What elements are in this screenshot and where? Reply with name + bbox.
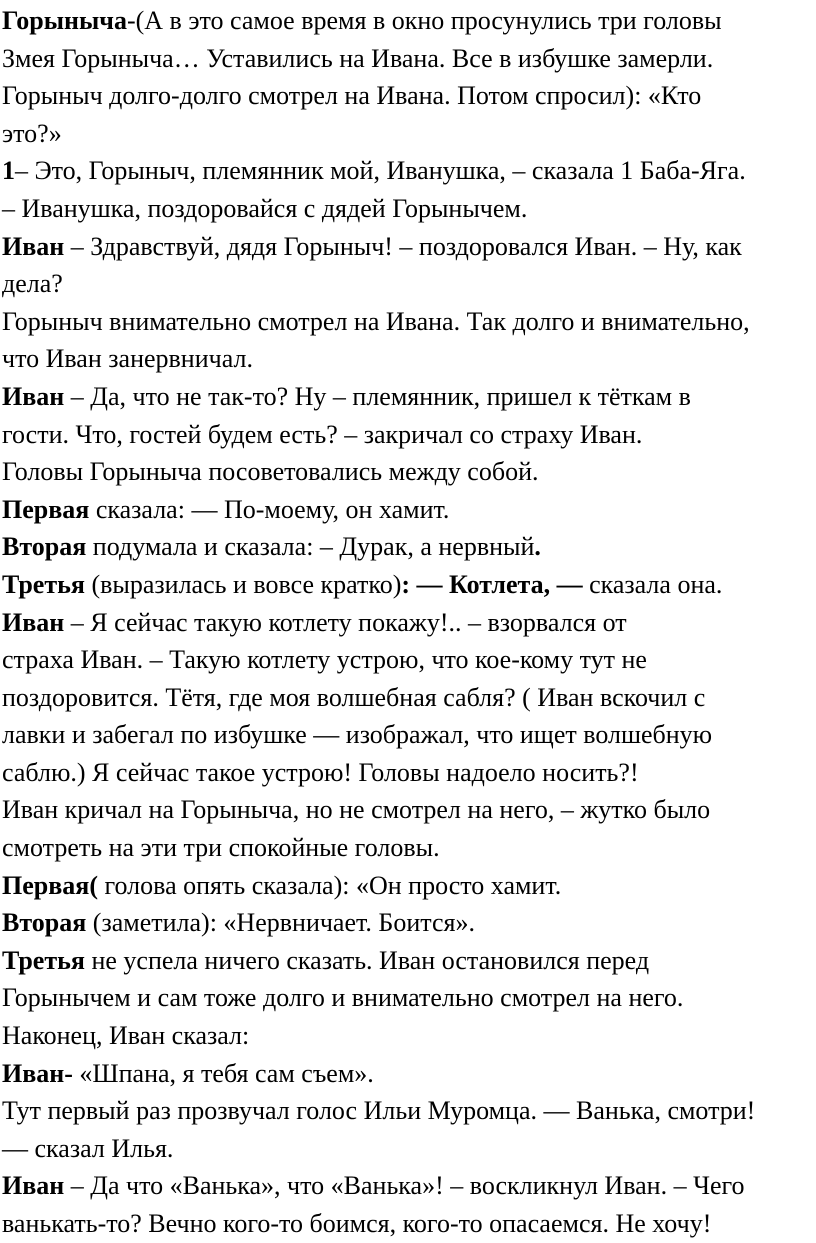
- line-text: Иван кричал на Горыныча, но не смотрел на него, – жутко было: [2, 795, 711, 825]
- speaker-label: Вторая: [2, 908, 87, 938]
- line-text: Змея Горыныча… Уставились на Ивана. Все в избушке замерли.: [2, 43, 714, 73]
- speaker-label: Иван: [2, 607, 65, 637]
- text-line: [2, 942, 814, 980]
- line-text: подумала и сказала: – Дурак, а нервный: [86, 532, 535, 562]
- line-text: – Здравствуй, дядя Горыныч! – поздоровался Иван. – Ну, как: [64, 231, 742, 261]
- line-text: (выразилась и вовсе кратко): [84, 569, 402, 599]
- line-text: Тут первый раз прозвучал голос Ильи Муромца. — Ванька, смотри!: [2, 1096, 756, 1126]
- text-line: [2, 2, 814, 40]
- line-text: дела?: [2, 269, 63, 299]
- line-text: Горыныч долго-долго смотрел на Ивана. Потом спросил): «Кто: [2, 81, 702, 111]
- text-line: [2, 115, 814, 153]
- speaker-label: Иван: [2, 231, 65, 261]
- text-line: [2, 528, 814, 566]
- text-line: [2, 303, 814, 341]
- line-text: не успела ничего сказать. Иван остановился перед: [84, 945, 650, 975]
- speaker-label: Первая: [2, 494, 90, 524]
- speaker-label: Вторая: [2, 532, 87, 562]
- line-text: смотреть на эти три спокойные головы.: [2, 833, 440, 863]
- speaker-label: Иван: [2, 1171, 65, 1201]
- line-text: сказала она.: [582, 569, 723, 599]
- speaker-label: 1: [2, 156, 15, 186]
- text-line: [2, 1130, 814, 1168]
- line-text: страха Иван. – Такую котлету устрою, что кое-кому тут не: [2, 645, 647, 675]
- speaker-label: Иван: [2, 381, 65, 411]
- speaker-label: Горыныча: [2, 6, 127, 35]
- text-line: [2, 604, 814, 642]
- text-line: [2, 152, 814, 190]
- line-text: (заметила): «Нервничает. Боится».: [86, 908, 475, 938]
- text-line: [2, 716, 814, 754]
- text-line: [2, 190, 814, 228]
- text-line: [2, 979, 814, 1017]
- line-text: – Это, Горыныч, племянник мой, Иванушка, – сказала 1 Баба-Яга.: [15, 156, 746, 186]
- line-text: – Я сейчас такую котлету покажу!.. – взорвался от: [64, 607, 627, 637]
- text-line: [2, 453, 814, 491]
- text-line: [2, 416, 814, 454]
- text-line: [2, 228, 814, 266]
- text-line: [2, 566, 814, 604]
- line-text: «Шпана, я тебя сам съем».: [72, 1058, 374, 1088]
- line-text: Наконец, Иван сказал:: [2, 1021, 250, 1051]
- line-text: что Иван занервничал.: [2, 344, 253, 374]
- text-line: [2, 1205, 814, 1243]
- line-text: -(А в это самое время в окно просунулись три головы: [126, 6, 722, 35]
- text-line: [2, 1167, 814, 1205]
- line-text: поздоровится. Тётя, где моя волшебная сабля? ( Иван вскочил с: [2, 682, 706, 712]
- text-line: [2, 378, 814, 416]
- line-text: — сказал Илья.: [2, 1133, 174, 1163]
- line-text: саблю.) Я сейчас такое устрою! Головы надоело носить?!: [2, 757, 639, 787]
- text-line: [2, 904, 814, 942]
- speaker-label: .: [534, 532, 541, 562]
- line-text: гости. Что, гостей будем есть? – закричал со страху Иван.: [2, 419, 643, 449]
- text-line: [2, 867, 814, 905]
- text-line: [2, 40, 814, 78]
- text-line: [2, 641, 814, 679]
- text-line: [2, 1017, 814, 1055]
- text-line: [2, 340, 814, 378]
- text-line: [2, 1055, 814, 1093]
- line-text: лавки и забегал по избушке — изображал, что ищет волшебную: [2, 720, 713, 750]
- text-line: [2, 829, 814, 867]
- line-text: – Да что «Ванька», что «Ванька»! – воскликнул Иван. – Чего: [64, 1171, 745, 1201]
- speaker-label: Третья: [2, 569, 85, 599]
- line-text: – Иванушка, поздоровайся с дядей Горынычем.: [2, 193, 528, 223]
- text-line: [2, 791, 814, 829]
- text-line: [2, 77, 814, 115]
- text-line: [2, 754, 814, 792]
- line-text: это?»: [2, 118, 62, 148]
- text-line: [2, 265, 814, 303]
- text-line: [2, 491, 814, 529]
- speaker-label: : — Котлета, —: [401, 569, 583, 599]
- text-line: [2, 679, 814, 717]
- text-line: [2, 1092, 814, 1130]
- line-text: Головы Горыныча посоветовались между собой.: [2, 457, 539, 487]
- line-text: – Да, что не так-то? Ну – племянник, пришел к тёткам в: [64, 381, 691, 411]
- speaker-label: Иван-: [2, 1058, 73, 1088]
- document-body: [2, 2, 814, 1243]
- speaker-label: Третья: [2, 945, 85, 975]
- speaker-label: Первая(: [2, 870, 98, 900]
- line-text: Горыныч внимательно смотрел на Ивана. Так долго и внимательно,: [2, 306, 750, 336]
- line-text: Горынычем и сам тоже долго и внимательно смотрел на него.: [2, 983, 684, 1013]
- line-text: сказала: — По-моему, он хамит.: [89, 494, 450, 524]
- line-text: голова опять сказала): «Он просто хамит.: [98, 870, 562, 900]
- line-text: ванькать-то? Вечно кого-то боимся, кого-то опасаемся. Не хочу!: [2, 1209, 712, 1238]
